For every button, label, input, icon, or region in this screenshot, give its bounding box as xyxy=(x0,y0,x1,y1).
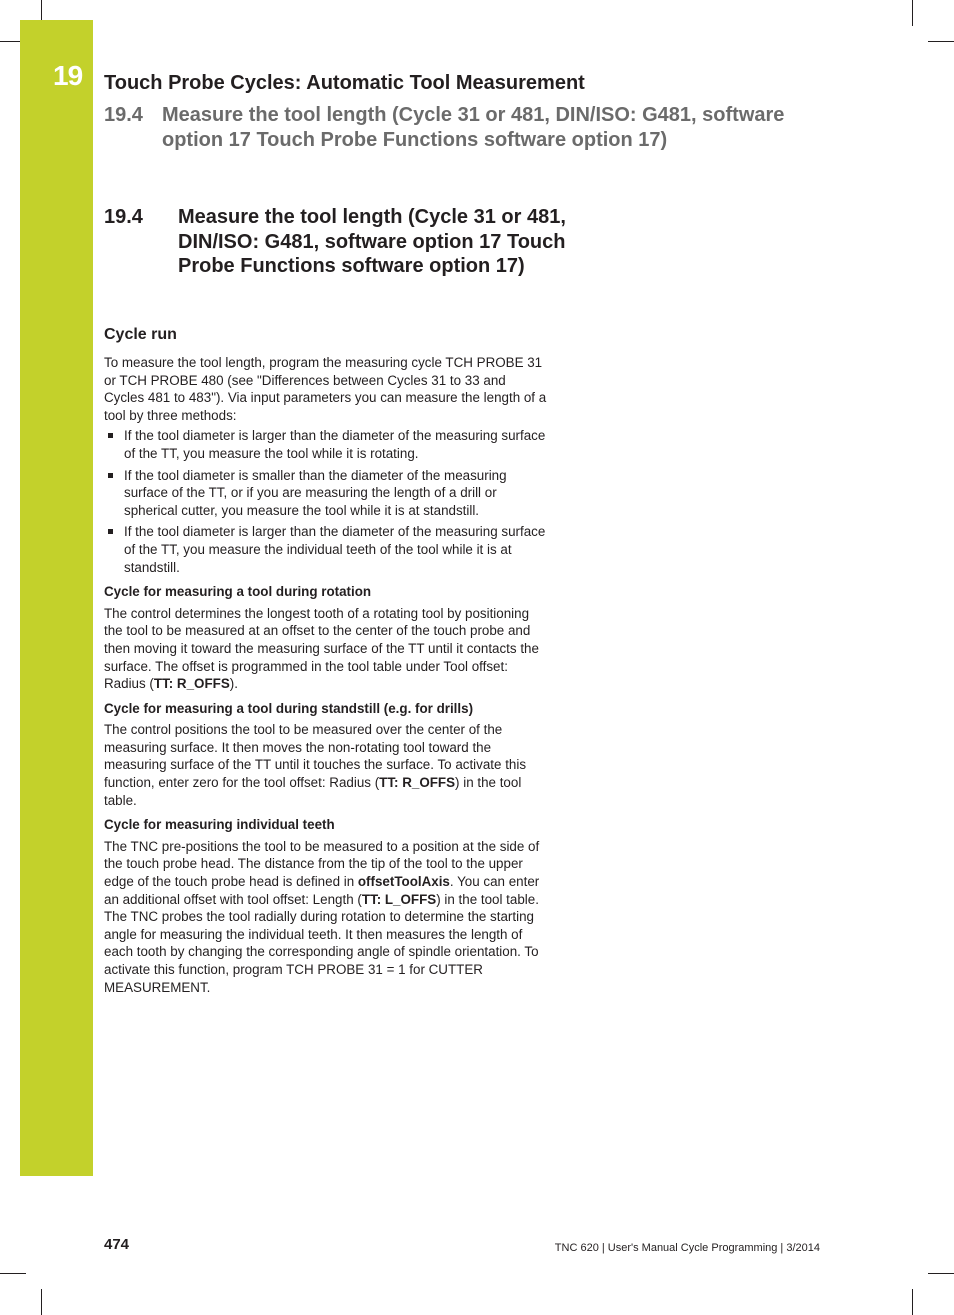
list-item-text: If the tool diameter is smaller than the diameter of the measuring surface of the TT, or if you are measuring the length of a drill or spherical cutter, you measure the tool while it is at standstill. xyxy=(124,467,507,518)
parameter-code: TT: L_OFFS xyxy=(361,891,437,907)
paragraph-text: ) in the tool table. xyxy=(104,775,522,808)
section-heading xyxy=(104,205,574,279)
section-number: 19.4 xyxy=(104,206,143,228)
paragraph-text: The TNC pre-positions the tool to be measured to a position at the side of the touch probe head. The distance from the tip of the tool to the upper edge of the touch probe head is defined in xyxy=(104,838,540,890)
crop-mark xyxy=(928,1273,954,1274)
chapter-tab xyxy=(20,20,93,1176)
parameter-code: offsetToolAxis xyxy=(357,874,450,890)
crop-mark xyxy=(928,41,954,42)
crop-mark xyxy=(912,1289,913,1315)
paragraph-text: The control determines the longest tooth of a rotating tool by positioning the tool to be measured at an offset to the center of the touch probe and then moving it toward the measuring surface of the TT until it contacts the surface. The offset is programmed in the tool table under Tool offset: Radius ( xyxy=(104,605,539,692)
running-header-section xyxy=(104,103,834,153)
standstill-heading: Cycle for measuring a tool during standstill (e.g. for drills) xyxy=(104,700,474,716)
teeth-heading: Cycle for measuring individual teeth xyxy=(104,817,335,833)
paragraph-text: . You can enter an additional offset with tool offset: Length ( xyxy=(104,874,540,907)
list-item xyxy=(104,523,549,576)
cycle-run-intro: To measure the tool length, program the measuring cycle TCH PROBE 31 or TCH PROBE 480 (see "Differences between Cycles 31 to 33 and Cycles 481 to 483"). Via input parameters you can measure the length of a tool by three methods: xyxy=(104,355,547,423)
parameter-code: TT: R_OFFS xyxy=(379,775,456,791)
rotation-heading: Cycle for measuring a tool during rotation xyxy=(104,584,372,600)
square-bullet-icon xyxy=(108,433,113,438)
paragraph-text: ) in the tool table. The TNC probes the tool radially during rotation to determine the starting angle for measuring the individual teeth. It then measures the length of each tooth by changing the corresponding angle of spindle orientation. To activate this function, program TCH PROBE 31 = 1 for CUTTER MEASUREMENT. xyxy=(104,891,539,995)
crop-mark xyxy=(912,0,913,26)
running-section-number: 19.4 xyxy=(104,104,143,126)
chapter-number: 19 xyxy=(53,60,83,91)
teeth-paragraph xyxy=(104,838,549,996)
section-title: Measure the tool length (Cycle 31 or 481, DIN/ISO: G481, software option 17 Touch Probe Functions software option 17) xyxy=(178,206,566,277)
crop-mark xyxy=(0,1273,26,1274)
list-item-text: If the tool diameter is larger than the diameter of the measuring surface of the TT, you measure the individual teeth of the tool while it is at standstill. xyxy=(124,524,546,575)
page-number: 474 xyxy=(104,1236,130,1253)
main-content xyxy=(104,324,549,999)
list-item-text: If the tool diameter is larger than the diameter of the measuring surface of the TT, you measure the tool while it is rotating. xyxy=(124,428,546,461)
crop-mark xyxy=(41,1289,42,1315)
footer-text: TNC 620 | User's Manual Cycle Programming | 3/2014 xyxy=(554,1242,820,1254)
cycle-run-heading: Cycle run xyxy=(104,326,177,343)
paragraph-text: ). xyxy=(229,676,238,692)
standstill-paragraph xyxy=(104,721,549,809)
method-list xyxy=(104,427,549,576)
parameter-code: TT: R_OFFS xyxy=(153,676,230,692)
list-item xyxy=(104,467,549,520)
square-bullet-icon xyxy=(108,473,113,478)
running-header-title: Touch Probe Cycles: Automatic Tool Measurement xyxy=(104,72,585,94)
square-bullet-icon xyxy=(108,529,113,534)
paragraph-text: The control positions the tool to be measured over the center of the measuring surface. It then moves the non-rotating tool toward the measuring surface of the TT until it touches the surface. To activate this function, enter zero for the tool offset: Radius ( xyxy=(104,722,527,791)
running-section-title: Measure the tool length (Cycle 31 or 481, DIN/ISO: G481, software option 17 Touch Probe Functions software option 17) xyxy=(162,104,785,151)
list-item xyxy=(104,427,549,462)
rotation-paragraph xyxy=(104,605,549,693)
